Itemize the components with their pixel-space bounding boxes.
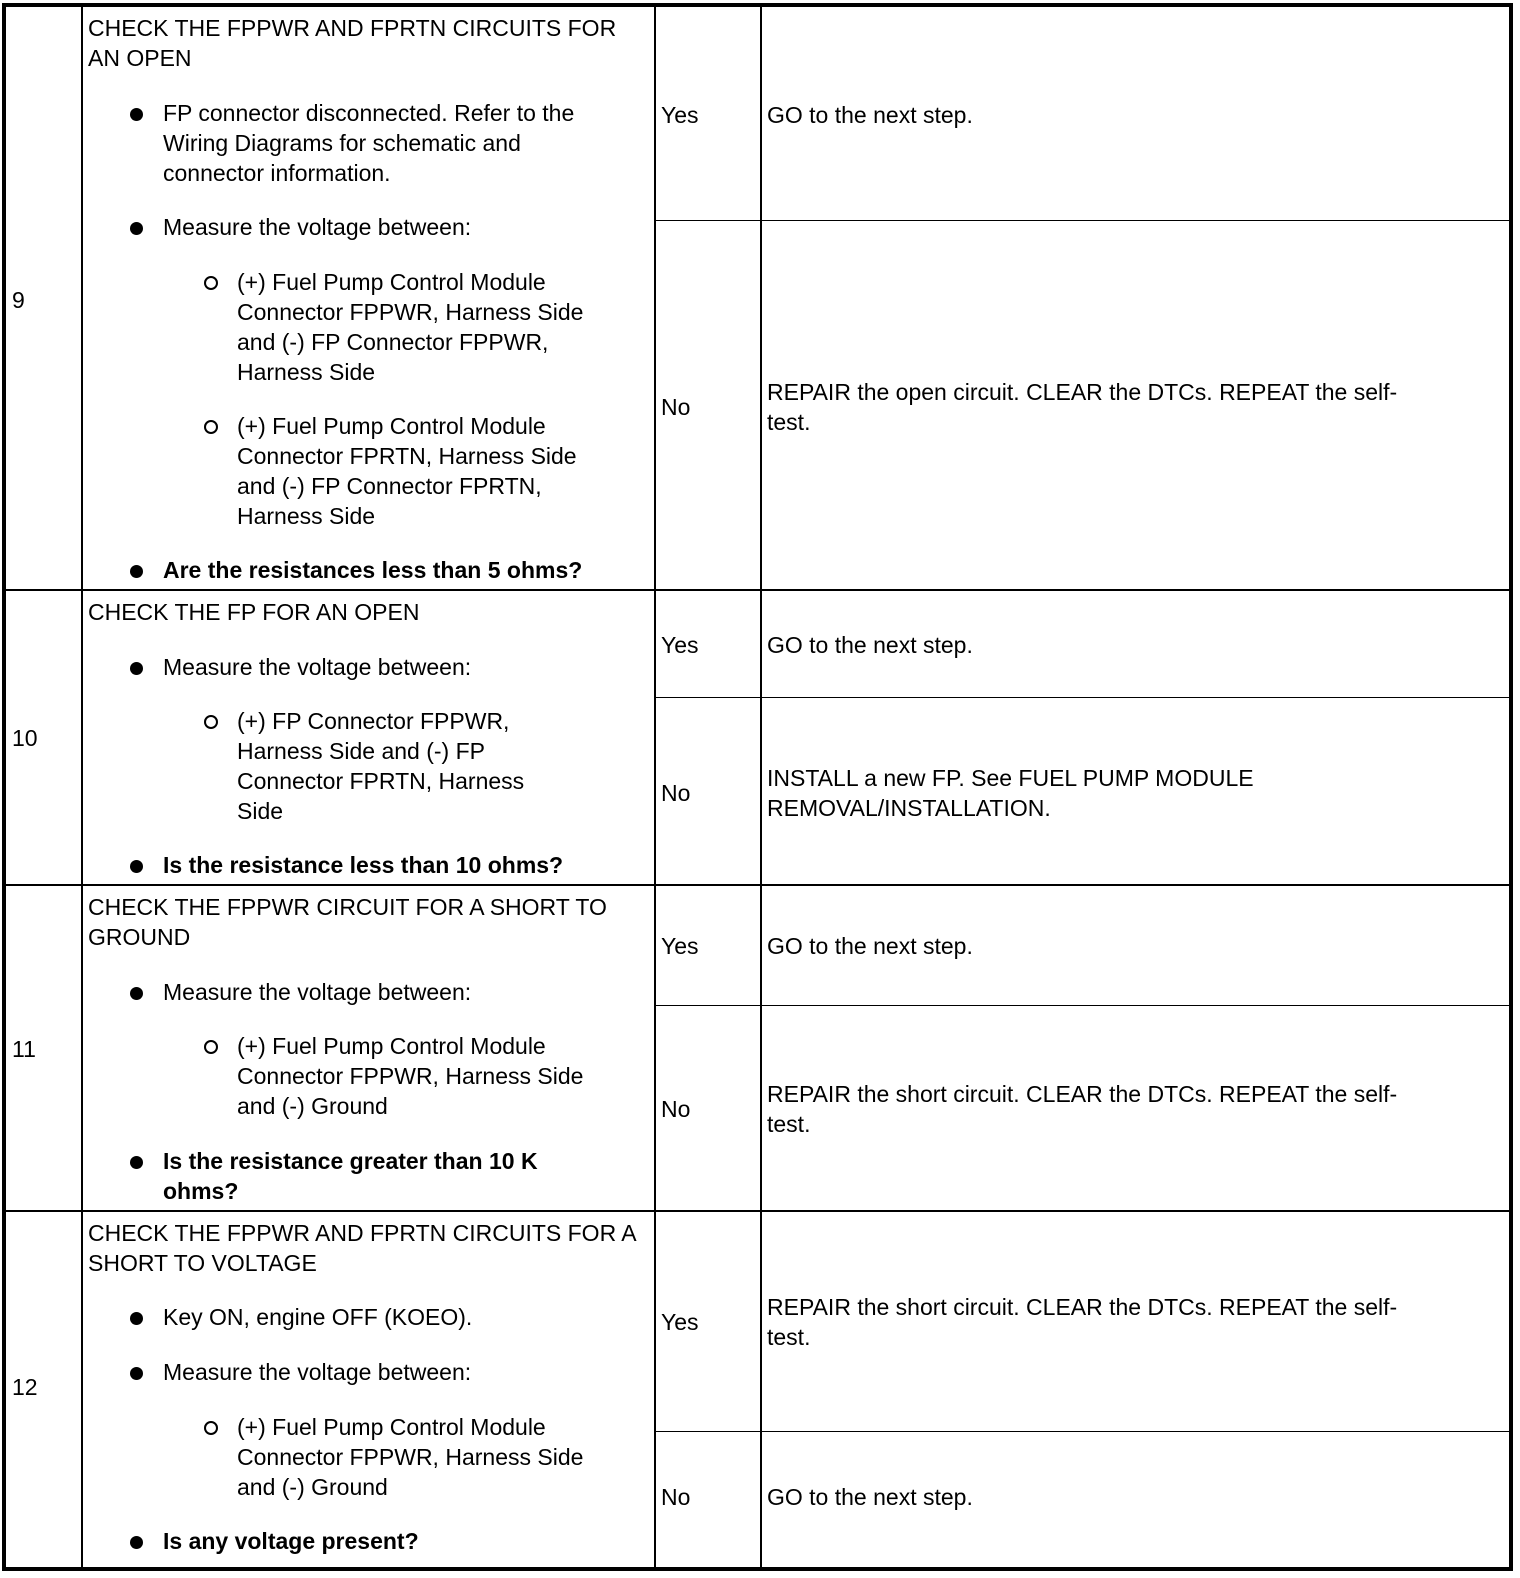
answer-divider — [655, 220, 1511, 221]
hollow-bullet-icon — [204, 715, 218, 729]
bullet-text: Key ON, engine OFF (KOEO). — [163, 1304, 473, 1330]
no-label: No — [661, 1096, 691, 1122]
question-text: Is the resistance less than 10 ohms? — [163, 852, 564, 878]
bullet-text: Measure the voltage between: — [163, 979, 472, 1005]
no-action: INSTALL a new FP. See FUEL PUMP MODULE REMOVAL/INSTALLATION. — [767, 765, 1254, 821]
bullet-icon — [130, 662, 143, 675]
sub-bullet-text: (+) Fuel Pump Control Module Connector FPRTN, Harness Side and (-) FP Connector FPRTN, Harness Side — [237, 413, 577, 529]
answer-divider — [655, 697, 1511, 698]
bullet-icon — [130, 987, 143, 1000]
step-title: CHECK THE FPPWR AND FPRTN CIRCUITS FOR AN OPEN — [88, 15, 617, 71]
question-text: Is the resistance greater than 10 K ohms? — [163, 1148, 538, 1204]
step-number: 10 — [12, 725, 38, 751]
row-divider — [4, 1210, 1511, 1212]
question-text: Is any voltage present? — [163, 1528, 419, 1554]
sub-bullet-text: (+) Fuel Pump Control Module Connector FPPWR, Harness Side and (-) Ground — [237, 1033, 584, 1119]
no-action: REPAIR the short circuit. CLEAR the DTCs. REPEAT the self-test. — [767, 1081, 1398, 1137]
hollow-bullet-icon — [204, 420, 218, 434]
column-divider — [654, 5, 656, 1569]
yes-action: REPAIR the short circuit. CLEAR the DTCs. REPEAT the self-test. — [767, 1294, 1398, 1350]
yes-label: Yes — [661, 1309, 699, 1335]
yes-action: GO to the next step. — [767, 933, 973, 959]
bullet-icon — [130, 222, 143, 235]
step-title: CHECK THE FPPWR AND FPRTN CIRCUITS FOR A SHORT TO VOLTAGE — [88, 1220, 636, 1276]
question-text: Are the resistances less than 5 ohms? — [163, 557, 583, 583]
bullet-text: FP connector disconnected. Refer to the Wiring Diagrams for schematic and connector information. — [163, 100, 575, 186]
bullet-icon — [130, 860, 143, 873]
no-label: No — [661, 394, 691, 420]
sub-bullet-text: (+) Fuel Pump Control Module Connector FPPWR, Harness Side and (-) Ground — [237, 1414, 584, 1500]
sub-bullet-text: (+) Fuel Pump Control Module Connector FPPWR, Harness Side and (-) FP Connector FPPWR, Harness Side — [237, 269, 584, 385]
no-label: No — [661, 1484, 691, 1510]
bullet-icon — [130, 1536, 143, 1549]
bullet-icon — [130, 108, 143, 121]
bullet-text: Measure the voltage between: — [163, 654, 472, 680]
bullet-text: Measure the voltage between: — [163, 214, 472, 240]
hollow-bullet-icon — [204, 1421, 218, 1435]
hollow-bullet-icon — [204, 276, 218, 290]
bullet-icon — [130, 565, 143, 578]
no-action: GO to the next step. — [767, 1484, 973, 1510]
step-number: 11 — [12, 1036, 36, 1062]
bullet-text: Measure the voltage between: — [163, 1359, 472, 1385]
row-divider — [4, 884, 1511, 886]
bullet-icon — [130, 1156, 143, 1169]
sub-bullet-text: (+) FP Connector FPPWR, Harness Side and (-) FP Connector FPRTN, Harness Side — [237, 708, 525, 824]
bullet-icon — [130, 1367, 143, 1380]
no-label: No — [661, 780, 691, 806]
step-title: CHECK THE FP FOR AN OPEN — [88, 599, 420, 625]
column-divider — [81, 5, 83, 1569]
column-divider — [760, 5, 762, 1569]
step-number: 9 — [12, 287, 25, 313]
row-divider — [4, 589, 1511, 591]
answer-divider — [655, 1431, 1511, 1432]
yes-action: GO to the next step. — [767, 102, 973, 128]
no-action: REPAIR the open circuit. CLEAR the DTCs. REPEAT the self-test. — [767, 379, 1398, 435]
answer-divider — [655, 1005, 1511, 1006]
yes-label: Yes — [661, 102, 699, 128]
yes-label: Yes — [661, 933, 699, 959]
step-number: 12 — [12, 1374, 38, 1400]
bullet-icon — [130, 1312, 143, 1325]
yes-action: GO to the next step. — [767, 632, 973, 658]
hollow-bullet-icon — [204, 1040, 218, 1054]
yes-label: Yes — [661, 632, 699, 658]
step-title: CHECK THE FPPWR CIRCUIT FOR A SHORT TO GROUND — [88, 894, 607, 950]
